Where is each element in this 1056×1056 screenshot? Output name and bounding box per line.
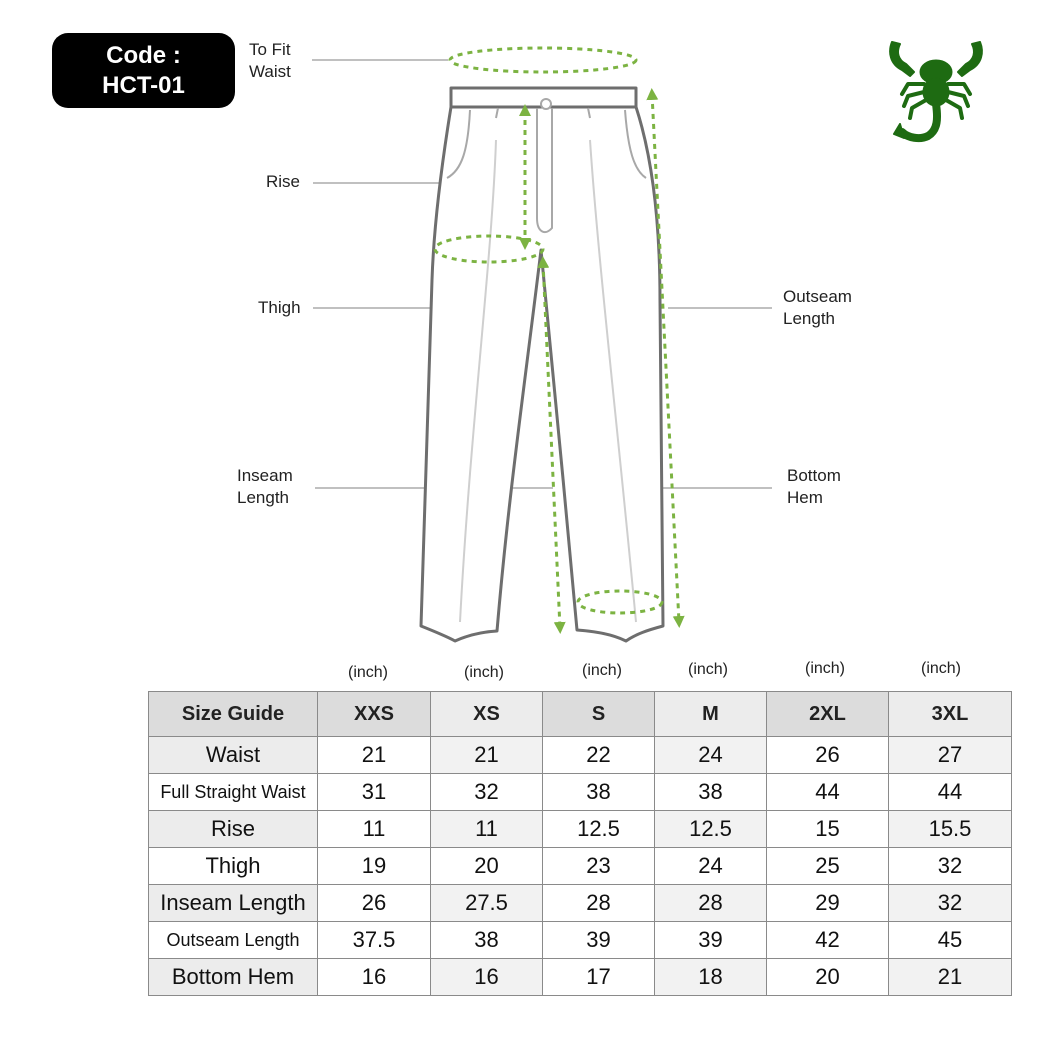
table-cell: 27.5 (431, 885, 543, 922)
inseam-length-label (237, 465, 293, 509)
table-cell: 38 (431, 922, 543, 959)
table-cell: 39 (543, 922, 655, 959)
table-cell: 21 (889, 959, 1012, 996)
table-cell: 23 (543, 848, 655, 885)
bottom-hem-line-1: Bottom (787, 466, 841, 485)
table-row (149, 774, 1012, 811)
table-row (149, 848, 1012, 885)
outseam-line-2: Length (783, 309, 835, 328)
row-label-inseam-length: Inseam Length (149, 885, 318, 922)
size-guide-header: Size Guide (149, 692, 318, 737)
table-cell: 21 (431, 737, 543, 774)
table-cell: 18 (655, 959, 767, 996)
table-cell: 38 (543, 774, 655, 811)
pants-outline (421, 88, 663, 641)
table-cell: 44 (889, 774, 1012, 811)
scorpion-icon (886, 38, 986, 150)
table-cell: 24 (655, 737, 767, 774)
unit-label-3xl: (inch) (920, 660, 962, 677)
size-header-m: M (655, 692, 767, 737)
table-row (149, 811, 1012, 848)
table-cell: 12.5 (655, 811, 767, 848)
row-label-rise: Rise (149, 811, 318, 848)
table-cell: 28 (655, 885, 767, 922)
unit-label-xs: (inch) (463, 664, 505, 681)
table-cell: 39 (655, 922, 767, 959)
table-cell: 42 (767, 922, 889, 959)
to-fit-waist-line-1: To Fit (249, 40, 291, 59)
unit-label-xxs: (inch) (347, 664, 389, 681)
bottom-hem-line-2: Hem (787, 488, 823, 507)
table-cell: 26 (767, 737, 889, 774)
row-label-bottom-hem: Bottom Hem (149, 959, 318, 996)
table-cell: 28 (543, 885, 655, 922)
table-cell: 31 (318, 774, 431, 811)
code-label: Code : (106, 41, 181, 69)
table-cell: 24 (655, 848, 767, 885)
table-cell: 26 (318, 885, 431, 922)
table-cell: 32 (889, 885, 1012, 922)
row-label-thigh: Thigh (149, 848, 318, 885)
table-cell: 32 (889, 848, 1012, 885)
size-guide-table (148, 691, 1012, 996)
inseam-line-1: Inseam (237, 466, 293, 485)
table-cell: 15.5 (889, 811, 1012, 848)
inseam-line-2: Length (237, 488, 289, 507)
table-cell: 27 (889, 737, 1012, 774)
thigh-label: Thigh (258, 298, 301, 317)
table-cell: 12.5 (543, 811, 655, 848)
table-row (149, 922, 1012, 959)
table-cell: 20 (767, 959, 889, 996)
table-cell: 44 (767, 774, 889, 811)
row-label-outseam-length: Outseam Length (149, 922, 318, 959)
size-header-s: S (543, 692, 655, 737)
size-header-xs: XS (431, 692, 543, 737)
outseam-line-1: Outseam (783, 287, 852, 306)
table-cell: 16 (431, 959, 543, 996)
table-cell: 19 (318, 848, 431, 885)
table-cell: 21 (318, 737, 431, 774)
table-cell: 32 (431, 774, 543, 811)
table-cell: 16 (318, 959, 431, 996)
unit-row (0, 658, 1056, 688)
table-cell: 29 (767, 885, 889, 922)
table-cell: 22 (543, 737, 655, 774)
table-cell: 15 (767, 811, 889, 848)
rise-label: Rise (266, 172, 301, 191)
size-header-3xl: 3XL (889, 692, 1012, 737)
table-cell: 20 (431, 848, 543, 885)
table-cell: 17 (543, 959, 655, 996)
size-header-2xl: 2XL (767, 692, 889, 737)
outseam-length-label (783, 286, 852, 330)
table-cell: 37.5 (318, 922, 431, 959)
unit-label-s: (inch) (581, 662, 623, 679)
unit-label-2xl: (inch) (804, 660, 846, 677)
table-cell: 38 (655, 774, 767, 811)
size-header-xxs: XXS (318, 692, 431, 737)
to-fit-waist-line-2: Waist (249, 62, 291, 81)
table-row (149, 885, 1012, 922)
table-cell: 25 (767, 848, 889, 885)
table-row (149, 959, 1012, 996)
table-cell: 45 (889, 922, 1012, 959)
bottom-hem-label (787, 465, 841, 509)
table-header-row (149, 692, 1012, 737)
table-cell: 11 (431, 811, 543, 848)
row-label-full-straight-waist: Full Straight Waist (149, 774, 318, 811)
table-cell: 11 (318, 811, 431, 848)
table-row (149, 737, 1012, 774)
row-label-waist: Waist (149, 737, 318, 774)
to-fit-waist-label (249, 39, 291, 83)
code-value: HCT-01 (102, 71, 185, 99)
unit-label-m: (inch) (687, 661, 729, 678)
